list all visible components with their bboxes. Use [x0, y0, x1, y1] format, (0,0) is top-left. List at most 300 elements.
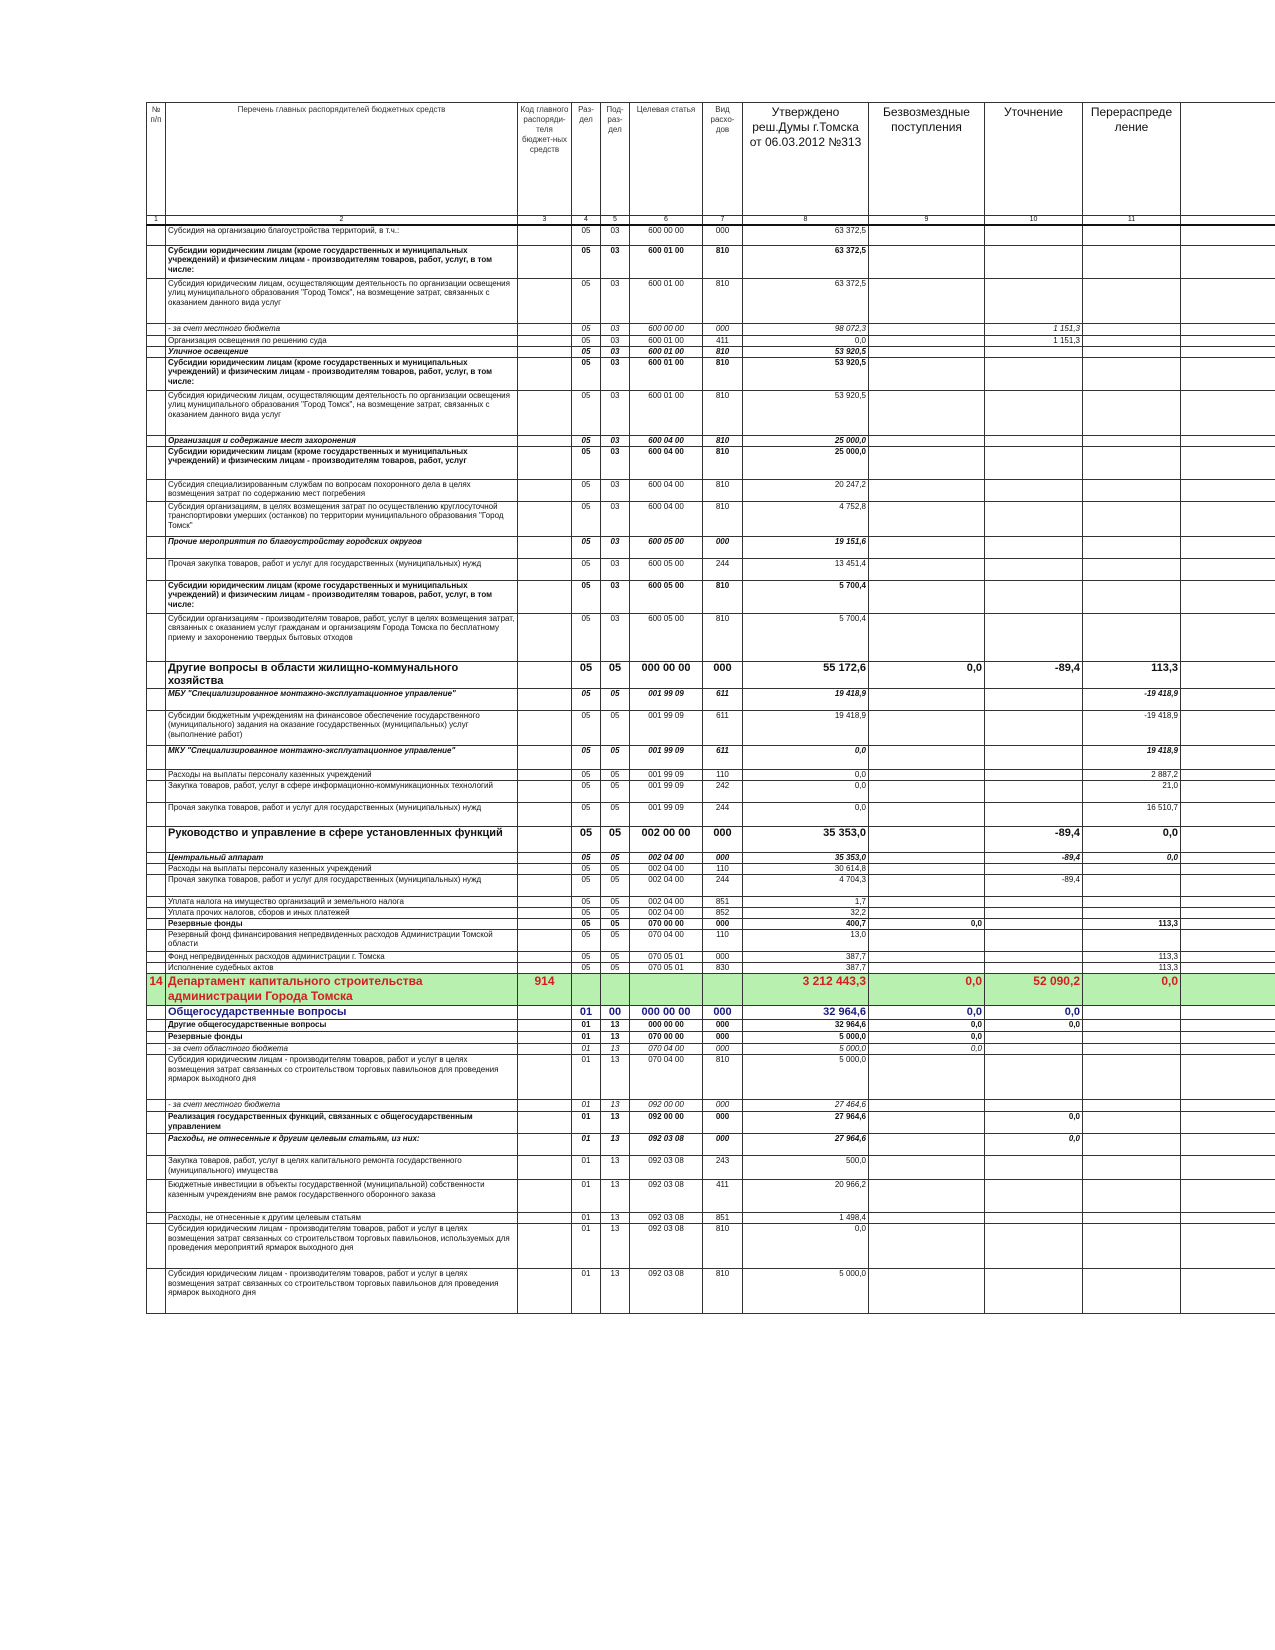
- row-section: 05: [572, 580, 601, 613]
- row-expense-type: 000: [703, 536, 743, 558]
- row-extra: [1181, 780, 1275, 802]
- row-extra: [1181, 1020, 1275, 1032]
- row-code: [518, 1180, 572, 1213]
- row-subsection: 13: [601, 1180, 630, 1213]
- row-approved: 0,0: [743, 1224, 869, 1269]
- table-row: [147, 435, 1275, 446]
- row-extra: [1181, 1044, 1275, 1055]
- row-clarification: 0,0: [985, 1005, 1083, 1019]
- col-number: 11: [1083, 216, 1181, 226]
- row-section: 05: [572, 896, 601, 907]
- row-gratuitous: [869, 769, 985, 780]
- row-redistribution: 21,0: [1083, 780, 1181, 802]
- row-expense-type: 244: [703, 802, 743, 826]
- row-gratuitous: [869, 335, 985, 346]
- row-approved: 63 372,5: [743, 225, 869, 245]
- row-extra: [1181, 951, 1275, 962]
- row-expense-type: 000: [703, 1100, 743, 1112]
- row-redistribution: [1083, 1112, 1181, 1134]
- row-name: - за счет местного бюджета: [166, 1100, 518, 1112]
- row-expense-type: 611: [703, 745, 743, 769]
- row-target-article: 002 00 00: [630, 826, 703, 852]
- row-subsection: 13: [601, 1032, 630, 1044]
- row-target-article: 600 01 00: [630, 346, 703, 357]
- row-extra: [1181, 1100, 1275, 1112]
- row-approved: 55 172,6: [743, 661, 869, 688]
- row-target-article: 000 00 00: [630, 1020, 703, 1032]
- budget-table-sheet: [146, 102, 1275, 1314]
- row-target-article: 600 00 00: [630, 323, 703, 335]
- row-extra: [1181, 1032, 1275, 1044]
- row-clarification: -89,4: [985, 661, 1083, 688]
- row-clarification: [985, 390, 1083, 435]
- row-section: 05: [572, 245, 601, 278]
- row-number: [147, 225, 166, 245]
- department-row: [147, 973, 1275, 1005]
- row-clarification: [985, 1100, 1083, 1112]
- row-code: [518, 780, 572, 802]
- row-code: [518, 863, 572, 874]
- table-row: [147, 661, 1275, 688]
- table-row: [147, 278, 1275, 323]
- row-gratuitous: [869, 863, 985, 874]
- row-redistribution: [1083, 580, 1181, 613]
- row-approved: 35 353,0: [743, 826, 869, 852]
- row-name: Организация и содержание мест захоронения: [166, 435, 518, 446]
- row-target-article: 600 01 00: [630, 390, 703, 435]
- row-section: 05: [572, 225, 601, 245]
- table-row: [147, 1112, 1275, 1134]
- row-subsection: 03: [601, 357, 630, 390]
- row-target-article: 070 04 00: [630, 929, 703, 951]
- row-section: 05: [572, 390, 601, 435]
- row-clarification: 52 090,2: [985, 973, 1083, 1005]
- row-code: [518, 1112, 572, 1134]
- row-section: 05: [572, 874, 601, 896]
- row-target-article: 600 01 00: [630, 357, 703, 390]
- row-name: Уплата прочих налогов, сборов и иных платежей: [166, 907, 518, 918]
- row-number: [147, 501, 166, 536]
- row-section: 05: [572, 826, 601, 852]
- row-target-article: 002 04 00: [630, 907, 703, 918]
- row-number: 14: [147, 973, 166, 1005]
- row-expense-type: 851: [703, 896, 743, 907]
- row-extra: [1181, 1005, 1275, 1019]
- row-approved: 30 614,8: [743, 863, 869, 874]
- row-target-article: 001 99 09: [630, 710, 703, 745]
- row-expense-type: 411: [703, 335, 743, 346]
- table-row: [147, 1180, 1275, 1213]
- row-code: [518, 1134, 572, 1156]
- col-number: 1: [147, 216, 166, 226]
- row-expense-type: 110: [703, 863, 743, 874]
- row-expense-type: 810: [703, 501, 743, 536]
- table-row: [147, 335, 1275, 346]
- row-number: [147, 688, 166, 710]
- row-code: [518, 446, 572, 479]
- row-number: [147, 580, 166, 613]
- row-number: [147, 1134, 166, 1156]
- row-expense-type: 000: [703, 1044, 743, 1055]
- row-approved: 98 072,3: [743, 323, 869, 335]
- table-row: [147, 1032, 1275, 1044]
- row-clarification: [985, 688, 1083, 710]
- row-section: 05: [572, 907, 601, 918]
- row-extra: [1181, 435, 1275, 446]
- table-row: [147, 245, 1275, 278]
- col-number: 10: [985, 216, 1083, 226]
- row-code: [518, 1032, 572, 1044]
- row-redistribution: [1083, 479, 1181, 501]
- row-clarification: [985, 1180, 1083, 1213]
- row-section: 05: [572, 962, 601, 973]
- row-name: Субсидия юридическим лицам, осуществляющим деятельность по организации освещения улиц муниципального образования "Город Томск", на возмещение затрат, связанных с оказанием данного вида услуг: [166, 390, 518, 435]
- col-number: 9: [869, 216, 985, 226]
- row-subsection: 05: [601, 826, 630, 852]
- row-expense-type: 851: [703, 1213, 743, 1224]
- row-code: [518, 745, 572, 769]
- row-gratuitous: [869, 1055, 985, 1100]
- row-subsection: 03: [601, 580, 630, 613]
- row-clarification: [985, 1156, 1083, 1180]
- row-extra: [1181, 896, 1275, 907]
- row-subsection: 13: [601, 1156, 630, 1180]
- row-clarification: [985, 346, 1083, 357]
- row-number: [147, 479, 166, 501]
- row-extra: [1181, 1224, 1275, 1269]
- row-subsection: 05: [601, 874, 630, 896]
- row-name: МКУ "Специализированное монтажно-эксплуатационное управление": [166, 745, 518, 769]
- table-row: [147, 346, 1275, 357]
- row-approved: 27 964,6: [743, 1112, 869, 1134]
- row-gratuitous: [869, 435, 985, 446]
- row-number: [147, 745, 166, 769]
- row-expense-type: 810: [703, 580, 743, 613]
- row-redistribution: 0,0: [1083, 826, 1181, 852]
- row-clarification: [985, 710, 1083, 745]
- row-section: 05: [572, 688, 601, 710]
- row-redistribution: [1083, 1224, 1181, 1269]
- row-approved: 19 151,6: [743, 536, 869, 558]
- row-extra: [1181, 745, 1275, 769]
- table-row: [147, 501, 1275, 536]
- row-section: 05: [572, 661, 601, 688]
- row-clarification: [985, 745, 1083, 769]
- row-number: [147, 769, 166, 780]
- row-extra: [1181, 278, 1275, 323]
- row-redistribution: [1083, 357, 1181, 390]
- row-name: Субсидии юридическим лицам (кроме государственных и муниципальных учреждений) и физическим лицам - производителям товаров, работ, услуг, в том числе:: [166, 245, 518, 278]
- row-section: 05: [572, 323, 601, 335]
- row-code: [518, 1100, 572, 1112]
- row-extra: [1181, 907, 1275, 918]
- row-target-article: 092 03 08: [630, 1224, 703, 1269]
- row-name: Субсидии организациям - производителям товаров, работ, услуг в целях возмещения затрат, связанных с оказанием услуг гражданам и организациям Города Томска по бесплатному приему и захоронению твердых бытовых отходов: [166, 613, 518, 661]
- row-clarification: [985, 536, 1083, 558]
- row-gratuitous: 0,0: [869, 973, 985, 1005]
- row-number: [147, 390, 166, 435]
- row-code: [518, 335, 572, 346]
- row-subsection: 03: [601, 435, 630, 446]
- row-section: 01: [572, 1055, 601, 1100]
- row-number: [147, 346, 166, 357]
- row-approved: 19 418,9: [743, 688, 869, 710]
- row-name: Субсидии юридическим лицам (кроме государственных и муниципальных учреждений) и физическим лицам - производителям товаров, работ, услуг, в том числе:: [166, 580, 518, 613]
- row-approved: 27 964,6: [743, 1134, 869, 1156]
- row-name: Субсидия на организацию благоустройства территорий, в т.ч.:: [166, 225, 518, 245]
- row-clarification: [985, 951, 1083, 962]
- row-name: Руководство и управление в сфере установленных функций: [166, 826, 518, 852]
- col-header-expense-type: Вид расхо-дов: [703, 103, 743, 216]
- row-extra: [1181, 1269, 1275, 1314]
- row-gratuitous: [869, 688, 985, 710]
- row-clarification: -89,4: [985, 852, 1083, 863]
- row-subsection: 00: [601, 1005, 630, 1019]
- row-gratuitous: [869, 390, 985, 435]
- row-expense-type: 000: [703, 918, 743, 929]
- row-redistribution: [1083, 613, 1181, 661]
- row-gratuitous: [869, 536, 985, 558]
- row-gratuitous: [869, 780, 985, 802]
- row-number: [147, 907, 166, 918]
- row-section: 05: [572, 852, 601, 863]
- row-number: [147, 863, 166, 874]
- column-number-row: [147, 216, 1275, 226]
- row-number: [147, 278, 166, 323]
- row-approved: 13 451,4: [743, 558, 869, 580]
- row-number: [147, 435, 166, 446]
- row-approved: 4 704,3: [743, 874, 869, 896]
- row-gratuitous: [869, 357, 985, 390]
- row-name: Субсидии юридическим лицам (кроме государственных и муниципальных учреждений) и физическим лицам - производителям товаров, работ, услуг: [166, 446, 518, 479]
- row-gratuitous: 0,0: [869, 661, 985, 688]
- col-header-gratuitous: Безвозмездные поступления: [869, 103, 985, 216]
- row-gratuitous: [869, 501, 985, 536]
- row-gratuitous: [869, 278, 985, 323]
- row-redistribution: [1083, 335, 1181, 346]
- table-row: [147, 918, 1275, 929]
- row-approved: 0,0: [743, 745, 869, 769]
- row-name: Другие общегосударственные вопросы: [166, 1020, 518, 1032]
- row-expense-type: 810: [703, 1224, 743, 1269]
- row-target-article: 070 04 00: [630, 1044, 703, 1055]
- row-number: [147, 536, 166, 558]
- row-code: [518, 580, 572, 613]
- row-clarification: [985, 357, 1083, 390]
- row-code: [518, 1055, 572, 1100]
- row-name: Организация освещения по решению суда: [166, 335, 518, 346]
- row-code: [518, 929, 572, 951]
- row-redistribution: 113,3: [1083, 918, 1181, 929]
- table-row: [147, 710, 1275, 745]
- table-row: [147, 479, 1275, 501]
- row-redistribution: [1083, 1032, 1181, 1044]
- row-target-article: 600 04 00: [630, 435, 703, 446]
- row-approved: 5 700,4: [743, 580, 869, 613]
- row-target-article: 092 00 00: [630, 1100, 703, 1112]
- row-redistribution: [1083, 1156, 1181, 1180]
- row-expense-type: 000: [703, 225, 743, 245]
- row-approved: 400,7: [743, 918, 869, 929]
- col-number: 7: [703, 216, 743, 226]
- row-redistribution: [1083, 435, 1181, 446]
- row-number: [147, 802, 166, 826]
- table-row: [147, 962, 1275, 973]
- row-subsection: 03: [601, 613, 630, 661]
- row-subsection: 05: [601, 710, 630, 745]
- row-approved: 0,0: [743, 769, 869, 780]
- row-section: 01: [572, 1156, 601, 1180]
- row-gratuitous: [869, 346, 985, 357]
- row-expense-type: 810: [703, 1269, 743, 1314]
- row-subsection: 13: [601, 1112, 630, 1134]
- row-expense-type: 810: [703, 278, 743, 323]
- row-target-article: 002 04 00: [630, 896, 703, 907]
- table-row: [147, 1224, 1275, 1269]
- row-name: Субсидии бюджетным учреждениям на финансовое обеспечение государственного (муниципального) задания на оказание государственных (муниципальных) услуг (выполнение работ): [166, 710, 518, 745]
- row-approved: 27 464,6: [743, 1100, 869, 1112]
- row-expense-type: 000: [703, 1112, 743, 1134]
- row-gratuitous: [869, 245, 985, 278]
- row-subsection: 13: [601, 1224, 630, 1269]
- row-section: 05: [572, 951, 601, 962]
- row-target-article: 092 03 08: [630, 1156, 703, 1180]
- row-expense-type: 830: [703, 962, 743, 973]
- row-redistribution: [1083, 1180, 1181, 1213]
- row-clarification: [985, 580, 1083, 613]
- row-subsection: 13: [601, 1055, 630, 1100]
- table-row: [147, 323, 1275, 335]
- row-expense-type: 852: [703, 907, 743, 918]
- row-section: 05: [572, 536, 601, 558]
- row-extra: [1181, 661, 1275, 688]
- row-code: [518, 918, 572, 929]
- row-gratuitous: [869, 613, 985, 661]
- row-code: [518, 1044, 572, 1055]
- row-redistribution: [1083, 1134, 1181, 1156]
- row-target-article: 092 03 08: [630, 1269, 703, 1314]
- row-number: [147, 929, 166, 951]
- row-gratuitous: [869, 874, 985, 896]
- table-row: [147, 1020, 1275, 1032]
- row-gratuitous: 0,0: [869, 1005, 985, 1019]
- row-redistribution: [1083, 1269, 1181, 1314]
- row-subsection: 03: [601, 501, 630, 536]
- row-subsection: 03: [601, 390, 630, 435]
- row-target-article: 600 00 00: [630, 225, 703, 245]
- table-row: [147, 580, 1275, 613]
- table-row: [147, 769, 1275, 780]
- row-name: Исполнение судебных актов: [166, 962, 518, 973]
- row-redistribution: [1083, 929, 1181, 951]
- row-gratuitous: [869, 745, 985, 769]
- row-redistribution: 2 887,2: [1083, 769, 1181, 780]
- col-number: [1181, 216, 1275, 226]
- row-approved: 35 353,0: [743, 852, 869, 863]
- row-target-article: 092 00 00: [630, 1112, 703, 1134]
- row-number: [147, 661, 166, 688]
- row-clarification: [985, 929, 1083, 951]
- row-clarification: 1 151,3: [985, 335, 1083, 346]
- row-section: 05: [572, 802, 601, 826]
- row-name: Резервный фонд финансирования непредвиденных расходов Администрации Томской области: [166, 929, 518, 951]
- row-gratuitous: [869, 1156, 985, 1180]
- row-subsection: 03: [601, 346, 630, 357]
- row-section: 01: [572, 1224, 601, 1269]
- row-section: 05: [572, 346, 601, 357]
- row-code: [518, 1156, 572, 1180]
- row-extra: [1181, 1134, 1275, 1156]
- row-section: 05: [572, 929, 601, 951]
- row-target-article: 600 01 00: [630, 335, 703, 346]
- row-clarification: [985, 1224, 1083, 1269]
- row-target-article: 092 03 08: [630, 1213, 703, 1224]
- row-code: [518, 390, 572, 435]
- col-number: 5: [601, 216, 630, 226]
- row-target-article: 600 01 00: [630, 245, 703, 278]
- row-extra: [1181, 479, 1275, 501]
- row-number: [147, 1100, 166, 1112]
- row-gratuitous: [869, 323, 985, 335]
- row-name: МБУ "Специализированное монтажно-эксплуатационное управление": [166, 688, 518, 710]
- row-section: 01: [572, 1134, 601, 1156]
- row-gratuitous: 0,0: [869, 918, 985, 929]
- row-section: 01: [572, 1213, 601, 1224]
- col-header-redistribution: Перераспреде ление: [1083, 103, 1181, 216]
- row-extra: [1181, 710, 1275, 745]
- row-extra: [1181, 802, 1275, 826]
- row-clarification: -89,4: [985, 826, 1083, 852]
- row-subsection: 05: [601, 661, 630, 688]
- row-section: 05: [572, 357, 601, 390]
- row-expense-type: 000: [703, 1032, 743, 1044]
- col-header-extra: [1181, 103, 1275, 216]
- row-extra: [1181, 1112, 1275, 1134]
- row-code: [518, 951, 572, 962]
- row-section: 05: [572, 710, 601, 745]
- row-clarification: [985, 1032, 1083, 1044]
- row-redistribution: [1083, 907, 1181, 918]
- row-clarification: [985, 479, 1083, 501]
- row-name: Бюджетные инвестиции в объекты государственной (муниципальной) собственности казенным учреждениям вне рамок государственного оборонного заказа: [166, 1180, 518, 1213]
- row-code: [518, 1269, 572, 1314]
- row-subsection: 05: [601, 962, 630, 973]
- row-clarification: [985, 896, 1083, 907]
- row-extra: [1181, 390, 1275, 435]
- row-number: [147, 1269, 166, 1314]
- table-row: [147, 874, 1275, 896]
- row-clarification: [985, 780, 1083, 802]
- row-extra: [1181, 225, 1275, 245]
- row-expense-type: 110: [703, 769, 743, 780]
- row-gratuitous: [869, 907, 985, 918]
- row-target-article: 002 04 00: [630, 852, 703, 863]
- row-target-article: 002 04 00: [630, 863, 703, 874]
- row-redistribution: [1083, 323, 1181, 335]
- row-code: [518, 688, 572, 710]
- row-section: 05: [572, 863, 601, 874]
- row-redistribution: 0,0: [1083, 973, 1181, 1005]
- row-target-article: 600 04 00: [630, 479, 703, 501]
- row-code: [518, 1020, 572, 1032]
- row-approved: 53 920,5: [743, 346, 869, 357]
- row-expense-type: [703, 973, 743, 1005]
- row-clarification: [985, 245, 1083, 278]
- row-code: [518, 346, 572, 357]
- row-clarification: [985, 558, 1083, 580]
- row-gratuitous: [869, 1224, 985, 1269]
- row-subsection: 03: [601, 558, 630, 580]
